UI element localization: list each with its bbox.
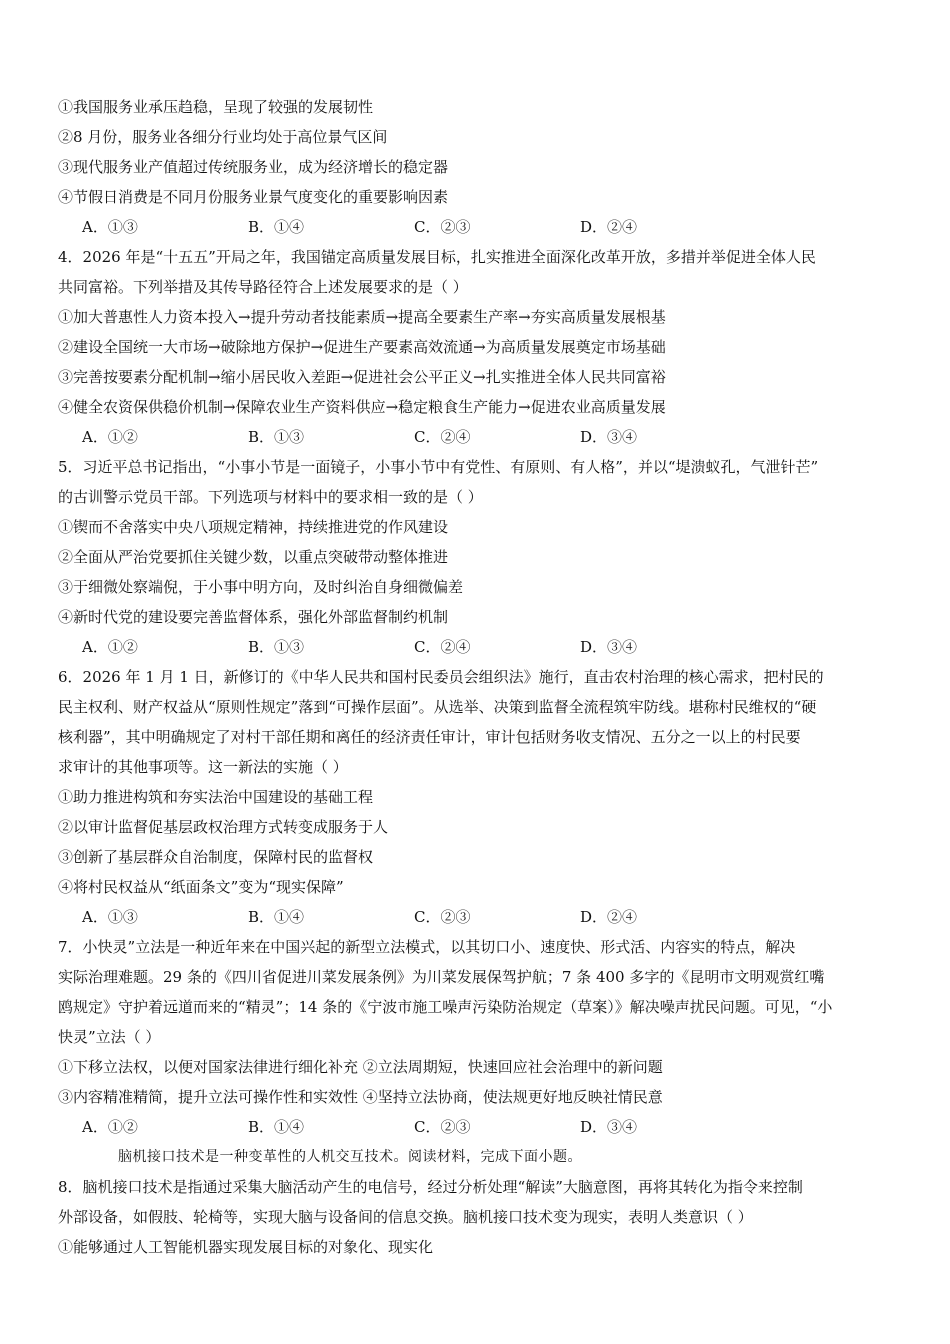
choice-d[interactable]: D．③④	[580, 428, 638, 446]
question-6	[58, 662, 893, 932]
question-5-option-4: ④新时代党的建设要完善监督体系，强化外部监督制约机制	[58, 608, 449, 626]
question-4-choices	[58, 422, 893, 452]
question-7-stem-line-1: 7．小快灵”立法是一种近年来在中国兴起的新型立法模式，以其切口小、速度快、形式活、内容实的特点，解决	[58, 938, 796, 956]
question-4-option-2: ②建设全国统一大市场→破除地方保护→促进生产要素高效流通→为高质量发展奠定市场基础	[58, 338, 666, 356]
exam-page	[58, 92, 893, 1262]
question-8-stem-line-1: 8．脑机接口技术是指通过采集大脑活动产生的电信号，经过分析处理“解读”大脑意图，再将其转化为指令来控制	[58, 1178, 803, 1196]
question-4-option-1: ①加大普惠性人力资本投入→提升劳动者技能素质→提高全要素生产率→夯实高质量发展根基	[58, 308, 666, 326]
question-7-options-row-1: ①下移立法权，以便对国家法律进行细化补充 ②立法周期短，快速回应社会治理中的新问题	[58, 1058, 663, 1076]
question-6-option-4: ④将村民权益从“纸面条文”变为“现实保障”	[58, 878, 344, 896]
choice-a[interactable]: A．①③	[82, 908, 138, 926]
question-5-stem-line-1: 5．习近平总书记指出，“小事小节是一面镜子，小事小节中有党性、有原则、有人格”，并以“堤溃蚁孔，气泄针芒”	[58, 458, 819, 476]
question-5-option-2: ②全面从严治党要抓住关键少数，以重点突破带动整体推进	[58, 548, 449, 566]
question-4-option-4: ④健全农资保供稳价机制→保障农业生产资料供应→稳定粮食生产能力→促进农业高质量发展	[58, 398, 666, 416]
question-3-option-1: ①我国服务业承压趋稳，呈现了较强的发展韧性	[58, 98, 374, 116]
question-7-stem-line-4: 快灵”立法（ ）	[58, 1028, 161, 1046]
question-4-stem-line-1: 4．2026 年是“十五五”开局之年，我国锚定高质量发展目标，扎实推进全面深化改革开放，多措并举促进全体人民	[58, 248, 816, 266]
question-7-choices	[58, 1112, 893, 1142]
question-8-option-1: ①能够通过人工智能机器实现发展目标的对象化、现实化	[58, 1238, 434, 1256]
question-8	[58, 1172, 893, 1262]
question-4-option-3: ③完善按要素分配机制→缩小居民收入差距→促进社会公平正义→扎实推进全体人民共同富裕	[58, 368, 666, 386]
choice-c[interactable]: C．②③	[414, 1118, 471, 1136]
question-6-stem-line-1: 6．2026 年 1 月 1 日，新修订的《中华人民共和国村民委员会组织法》施行，直击农村治理的核心需求，把村民的	[58, 668, 824, 686]
question-7	[58, 932, 893, 1142]
question-5-choices	[58, 632, 893, 662]
question-4	[58, 242, 893, 452]
question-6-stem-line-4: 求审计的其他事项等。这一新法的实施（ ）	[58, 758, 348, 776]
question-3	[58, 92, 893, 242]
question-8-stem-line-2: 外部设备，如假肢、轮椅等，实现大脑与设备间的信息交换。脑机接口技术变为现实，表明人类意识（ ）	[58, 1208, 753, 1226]
choice-a[interactable]: A．①②	[82, 638, 138, 656]
choice-a[interactable]: A．①③	[82, 218, 138, 236]
choice-c[interactable]: C．②③	[414, 218, 471, 236]
question-3-choices	[58, 212, 893, 242]
question-7-stem-line-2: 实际治理难题。29 条的《四川省促进川菜发展条例》为川菜发展保驾护航；7 条 400 多字的《昆明市文明观赏红嘴	[58, 968, 825, 986]
question-4-stem-line-2: 共同富裕。下列举措及其传导路径符合上述发展要求的是（ ）	[58, 278, 468, 296]
choice-a[interactable]: A．①②	[82, 428, 138, 446]
choice-b[interactable]: B．①③	[248, 638, 305, 656]
question-6-option-2: ②以审计监督促基层政权治理方式转变成服务于人	[58, 818, 389, 836]
choice-c[interactable]: C．②④	[414, 638, 471, 656]
question-6-option-3: ③创新了基层群众自治制度，保障村民的监督权	[58, 848, 374, 866]
question-6-stem-line-3: 核利器”，其中明确规定了对村干部任期和离任的经济责任审计，审计包括财务收支情况、五分之一以上的村民要	[58, 728, 801, 746]
question-6-stem-line-2: 民主权利、财产权益从“原则性规定”落到“可操作层面”。从选举、决策到监督全流程筑牢防线。堪称村民维权的“硬	[58, 698, 817, 716]
choice-b[interactable]: B．①④	[248, 908, 305, 926]
choice-b[interactable]: B．①④	[248, 218, 305, 236]
question-3-option-4: ④节假日消费是不同月份服务业景气度变化的重要影响因素	[58, 188, 449, 206]
question-7-options-row-2: ③内容精准精简，提升立法可操作性和实效性 ④坚持立法协商，使法规更好地反映社情民意	[58, 1088, 663, 1106]
choice-d[interactable]: D．③④	[580, 1118, 638, 1136]
choice-a[interactable]: A．①②	[82, 1118, 138, 1136]
choice-d[interactable]: D．③④	[580, 638, 638, 656]
choice-d[interactable]: D．②④	[580, 908, 638, 926]
choice-b[interactable]: B．①④	[248, 1118, 305, 1136]
question-3-option-2: ②8 月份，服务业各细分行业均处于高位景气区间	[58, 128, 388, 146]
question-5-option-3: ③于细微处察端倪，于小事中明方向，及时纠治自身细微偏差	[58, 578, 464, 596]
question-6-option-1: ①助力推进构筑和夯实法治中国建设的基础工程	[58, 788, 374, 806]
question-5	[58, 452, 893, 662]
question-6-choices	[58, 902, 893, 932]
question-3-option-3: ③现代服务业产值超过传统服务业，成为经济增长的稳定器	[58, 158, 449, 176]
choice-c[interactable]: C．②④	[414, 428, 471, 446]
choice-d[interactable]: D．②④	[580, 218, 638, 236]
question-7-stem-line-3: 鸥规定》守护着远道而来的“精灵”；14 条的《宁波市施工噪声污染防治规定（草案）》解决噪声扰民问题。可见，“小	[58, 998, 833, 1016]
choice-b[interactable]: B．①③	[248, 428, 305, 446]
material-intro: 脑机接口技术是一种变革性的人机交互技术。阅读材料，完成下面小题。	[118, 1149, 582, 1165]
question-5-option-1: ①锲而不舍落实中央八项规定精神，持续推进党的作风建设	[58, 518, 449, 536]
question-5-stem-line-2: 的古训警示党员干部。下列选项与材料中的要求相一致的是（ ）	[58, 488, 483, 506]
choice-c[interactable]: C．②③	[414, 908, 471, 926]
